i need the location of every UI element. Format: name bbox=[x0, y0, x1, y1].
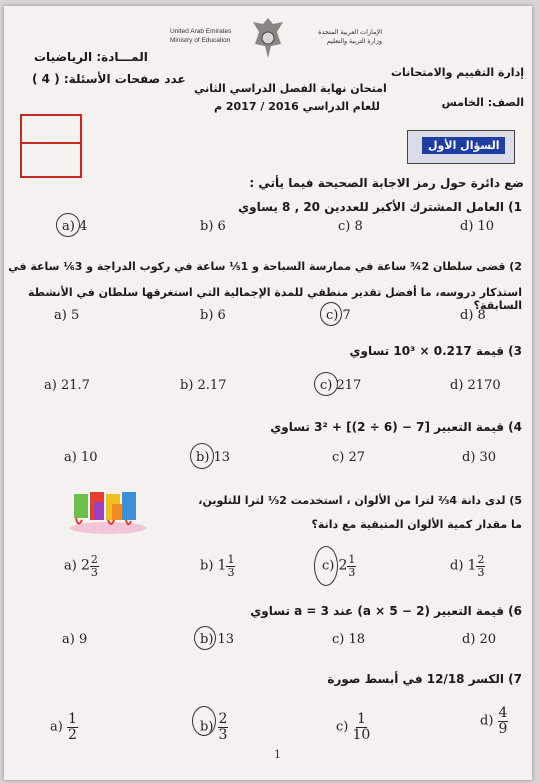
question-5-line2: ما مقدار كمية الألوان المتبقية مع دانة؟ bbox=[311, 518, 522, 531]
section-title: السؤال الأول bbox=[422, 137, 505, 154]
q6-option-a[interactable]: a) 9 bbox=[62, 632, 88, 647]
q4-option-d[interactable]: d) 30 bbox=[462, 450, 497, 465]
grade-label: الصف: الخامس bbox=[441, 96, 524, 109]
q4-option-c[interactable]: c) 27 bbox=[332, 450, 366, 465]
q1-option-c[interactable]: c) 8 bbox=[338, 219, 363, 234]
q3-option-a[interactable]: a) 21.7 bbox=[44, 378, 90, 393]
q3-answer-circle bbox=[314, 372, 338, 396]
department-label: إدارة التقييم والامتحانات bbox=[390, 66, 524, 79]
q7-option-a[interactable]: a) $\frac{1}{2}$ bbox=[50, 711, 77, 743]
q2-option-d[interactable]: d) 8 bbox=[460, 308, 486, 323]
q6-option-d[interactable]: d) 20 bbox=[462, 632, 497, 647]
q4-option-a[interactable]: a) 10 bbox=[64, 450, 98, 465]
ministry-ar: وزارة التربية والتعليم bbox=[326, 38, 382, 45]
question-4-text: 4) قيمة التعبير [7 − (6 ÷ 2)] + 3² تساوي bbox=[270, 420, 522, 434]
ministry-en: Ministry of Education bbox=[170, 37, 231, 44]
score-box bbox=[20, 114, 82, 178]
pages-count: عدد صفحات الأسئلة: ( 4 ) bbox=[32, 72, 186, 86]
question-1-text: 1) العامل المشترك الأكبر للعددين 20 , 8 يساوي bbox=[238, 200, 522, 214]
q6-option-c[interactable]: c) 18 bbox=[332, 632, 366, 647]
q2-option-c[interactable]: c) 7 bbox=[326, 308, 351, 323]
instruction: ضع دائرة حول رمز الاجابة الصحيحة فيما يأتي : bbox=[249, 176, 524, 190]
q2-option-b[interactable]: b) 6 bbox=[200, 308, 226, 323]
q1-option-b[interactable]: b) 6 bbox=[200, 219, 226, 234]
q7-option-b[interactable]: b) $\frac{2}{3}$ bbox=[200, 711, 228, 743]
q4-option-b[interactable]: b) 13 bbox=[196, 450, 231, 465]
paint-cans-image bbox=[68, 484, 148, 534]
subject-label: المـــادة: الرياضيات bbox=[34, 50, 148, 64]
q4-answer-circle bbox=[190, 443, 214, 469]
q7-option-c[interactable]: c) $\frac{1}{10}$ bbox=[336, 711, 371, 743]
page-number: 1 bbox=[274, 748, 281, 761]
question-3-text: 3) قيمة 0.217 × 10³ تساوي bbox=[349, 344, 522, 358]
q5-option-b[interactable]: b) 1 $\frac{1}{3}$ bbox=[200, 553, 235, 579]
q7-option-d[interactable]: d) $\frac{4}{9}$ bbox=[480, 705, 508, 737]
exam-page bbox=[4, 6, 532, 780]
q5-option-c[interactable]: c) 2 $\frac{1}{3}$ bbox=[322, 553, 356, 579]
q2-answer-circle bbox=[320, 302, 342, 326]
q2-option-a[interactable]: a) 5 bbox=[54, 308, 80, 323]
question-2-line1: 2) قضى سلطان 2¾ ساعة في ممارسة السباحة و 1⅕ ساعة في ركوب الدراجة و 3⅙ ساعة في bbox=[8, 260, 522, 273]
question-5-line1: 5) لدى دانة 4⅔ لترا من الألوان ، استخدمت 2⅓ لترا للتلوين، bbox=[198, 494, 522, 507]
q7-answer-circle bbox=[192, 706, 216, 736]
question-6-text: 6) قيمة التعبير (a × 5 − 2) عند a = 3 تساوي bbox=[250, 604, 522, 618]
q6-option-b[interactable]: b) 13 bbox=[200, 632, 235, 647]
q1-option-d[interactable]: d) 10 bbox=[460, 219, 495, 234]
question-7-text: 7) الكسر 12/18 في أبسط صورة bbox=[327, 672, 522, 686]
emblem-icon bbox=[251, 16, 285, 60]
q1-option-a[interactable]: a) 4 bbox=[62, 219, 88, 234]
q6-answer-circle bbox=[194, 626, 216, 650]
exam-title: امتحان نهاية الفصل الدراسي الثاني bbox=[194, 82, 387, 95]
academic-year: للعام الدراسي 2016 / 2017 م bbox=[214, 100, 380, 113]
score-divider bbox=[20, 142, 82, 144]
country-ar: الإمارات العربية المتحدة bbox=[318, 29, 382, 36]
q3-option-d[interactable]: d) 2170 bbox=[450, 378, 501, 393]
q3-option-b[interactable]: b) 2.17 bbox=[180, 378, 227, 393]
q1-answer-circle bbox=[56, 213, 80, 237]
q5-option-d[interactable]: d) 1 $\frac{2}{3}$ bbox=[450, 553, 485, 579]
q5-option-a[interactable]: a) 2 $\frac{2}{3}$ bbox=[64, 553, 98, 579]
q3-option-c[interactable]: c) 217 bbox=[320, 378, 362, 393]
question-2-line2: استذكار دروسه، ما أفضل تقدير منطقي للمدة الإجمالية التي استغرقها سلطان في الأنشطة السابقة؟ bbox=[27, 286, 522, 312]
q5-answer-circle bbox=[314, 546, 338, 586]
country-en: United Arab Emirates bbox=[170, 28, 232, 35]
